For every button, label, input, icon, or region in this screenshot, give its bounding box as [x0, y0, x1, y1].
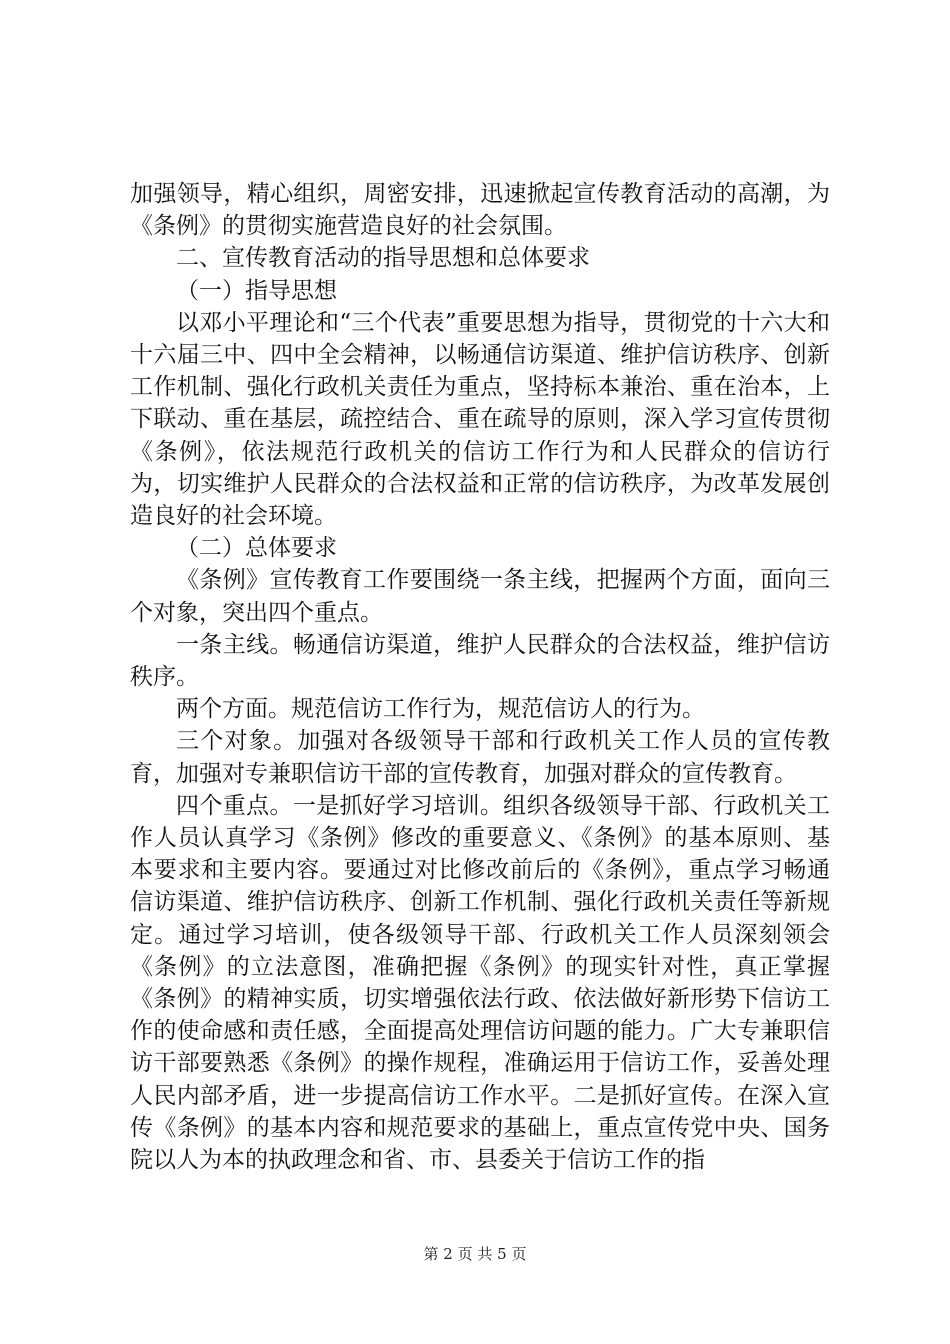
paragraph-two-aspects: 两个方面。规范信访工作行为，规范信访人的行为。: [176, 696, 705, 723]
subheading-guiding-ideology: （一）指导思想: [176, 277, 337, 304]
paragraph-continuation: 加强领导，精心组织，周密安排，迅速掀起宣传教育活动的高潮，为《条例》的贯彻实施营造良好的社会氛围。: [130, 181, 830, 240]
page-footer: [0, 1243, 950, 1264]
paragraph-general-requirements: 《条例》宣传教育工作要围绕一条主线，把握两个方面，面向三个对象，突出四个重点。: [130, 567, 830, 626]
paragraph-three-targets: 三个对象。加强对各级领导干部和行政机关工作人员的宣传教育，加强对专兼职信访干部的宣传教育，加强对群众的宣传教育。: [130, 728, 830, 787]
subheading-general-requirements: （二）总体要求: [176, 535, 337, 562]
page-number: 第 2 页 共 5 页: [423, 1245, 527, 1263]
body-text: [130, 178, 830, 1176]
paragraph-guiding-ideology: 以邓小平理论和“三个代表”重要思想为指导，贯彻党的十六大和十六届三中、四中全会精神，以畅通信访渠道、维护信访秩序、创新工作机制、强化行政机关责任为重点，坚持标本兼治、重在治本，上下联动、重在基层，疏控结合、重在疏导的原则，深入学习宣传贯彻《条例》，依法规范行政机关的信访工作行为和人民群众的信访行为，切实维护人民群众的合法权益和正常的信访秩序，为改革发展创造良好的社会环境。: [130, 309, 830, 530]
paragraph-four-priorities: 四个重点。一是抓好学习培训。组织各级领导干部、行政机关工作人员认真学习《条例》修改的重要意义、《条例》的基本原则、基本要求和主要内容。要通过对比修改前后的《条例》，重点学习畅通信访渠道、维护信访秩序、创新工作机制、强化行政机关责任等新规定。通过学习培训，使各级领导干部、行政机关工作人员深刻领会《条例》的立法意图，准确把握《条例》的现实针对性，真正掌握《条例》的精神实质，切实增强依法行政、依法做好新形势下信访工作的使命感和责任感，全面提高处理信访问题的能力。广大专兼职信访干部要熟悉《条例》的操作规程，准确运用于信访工作，妥善处理人民内部矛盾，进一步提高信访工作水平。二是抓好宣传。在深入宣传《条例》的基本内容和规范要求的基础上，重点宣传党中央、国务院以人为本的执政理念和省、市、县委关于信访工作的指: [130, 792, 830, 1174]
section-heading-2: 二、宣传教育活动的指导思想和总体要求: [176, 245, 590, 272]
paragraph-main-line: 一条主线。畅通信访渠道，维护人民群众的合法权益，维护信访秩序。: [130, 631, 830, 691]
